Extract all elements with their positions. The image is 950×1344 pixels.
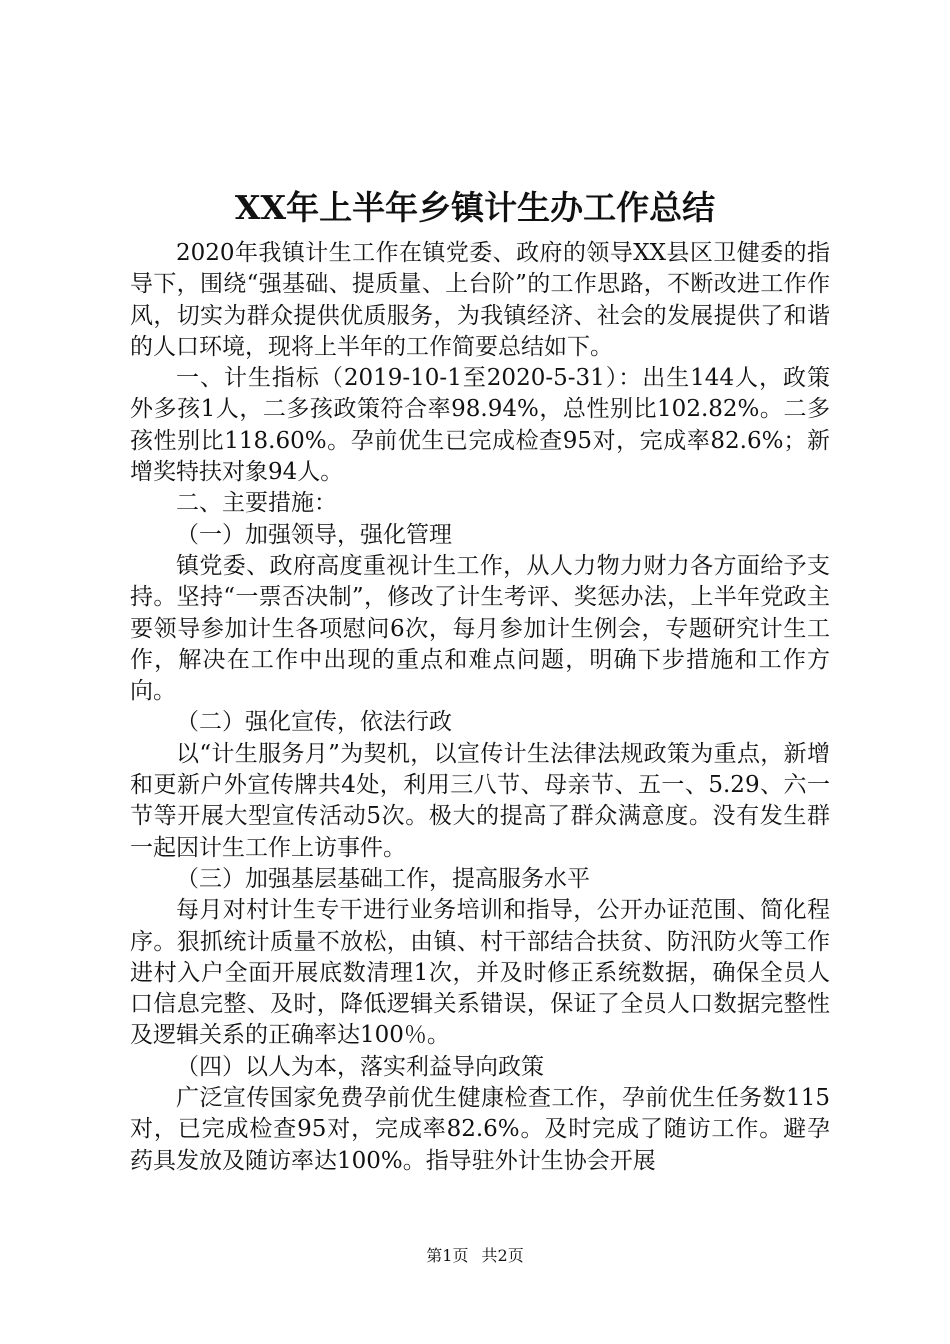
- subsection-1-heading: （一）加强领导，强化管理: [176, 521, 452, 548]
- subsection-3-paragraph: 每月对村计生专干进行业务培训和指导，公开办证范围、简化程序。狠抓统计质量不放松，由镇、村干部结合扶贫、防汛防火等工作进村入户全面开展底数清理1次，并及时修正系统数据，确保全员人口信息完整、及时，降低逻辑关系错误，保证了全员人口数据完整性及逻辑关系的正确率达100％。: [130, 897, 830, 1049]
- subsection-2-heading: （二）强化宣传，依法行政: [176, 709, 452, 736]
- intro-paragraph: 2020年我镇计生工作在镇党委、政府的领导XX县区卫健委的指导下，围绕“强基础、提质量、上台阶”的工作思路，不断改进工作作风，切实为群众提供优质服务，为我镇经济、社会的发展提供了和谐的人口环境，现将上半年的工作简要总结如下。: [130, 240, 830, 360]
- subsection-1-paragraph: 镇党委、政府高度重视计生工作，从人力物力财力各方面给予支持。坚持“一票否决制”，修改了计生考评、奖惩办法，上半年党政主要领导参加计生各项慰问6次，每月参加计生例会，专题研究计生工作，解决在工作中出现的重点和难点问题，明确下步措施和工作方向。: [130, 552, 830, 705]
- page-footer: [0, 1246, 950, 1266]
- section-1-paragraph: 一、计生指标（2019-10-1至2020-5-31）：出生144人，政策外多孩1人，二多孩政策符合率98.94%，总性别比102.82%。二多孩性别比118.60%。孕前优生已完成检查95对，完成率82.6%；新增奖特扶对象94人。: [130, 365, 830, 486]
- page-number: 第1页: [426, 1246, 469, 1265]
- section-2-heading: 二、主要措施：: [176, 490, 337, 517]
- document-title: XX年上半年乡镇计生办工作总结: [234, 188, 716, 227]
- subsection-2-paragraph: 以“计生服务月”为契机，以宣传计生法律法规政策为重点，新增和更新户外宣传牌共4处，利用三八节、母亲节、五一、5.29、六一节等开展大型宣传活动5次。极大的提高了群众满意度。没有发生群一起因计生工作上访事件。: [130, 740, 830, 861]
- document-body: [130, 238, 830, 1177]
- subsection-3-heading: （三）加强基层基础工作，提高服务水平: [176, 865, 590, 892]
- subsection-4-heading: （四）以人为本，落实利益导向政策: [176, 1053, 544, 1080]
- page-total: 共2页: [481, 1246, 524, 1265]
- subsection-4-paragraph: 广泛宣传国家免费孕前优生健康检查工作，孕前优生任务数115对，已完成检查95对，完成率82.6%。及时完成了随访工作。避孕药具发放及随访率达100%。指导驻外计生协会开展: [130, 1085, 830, 1174]
